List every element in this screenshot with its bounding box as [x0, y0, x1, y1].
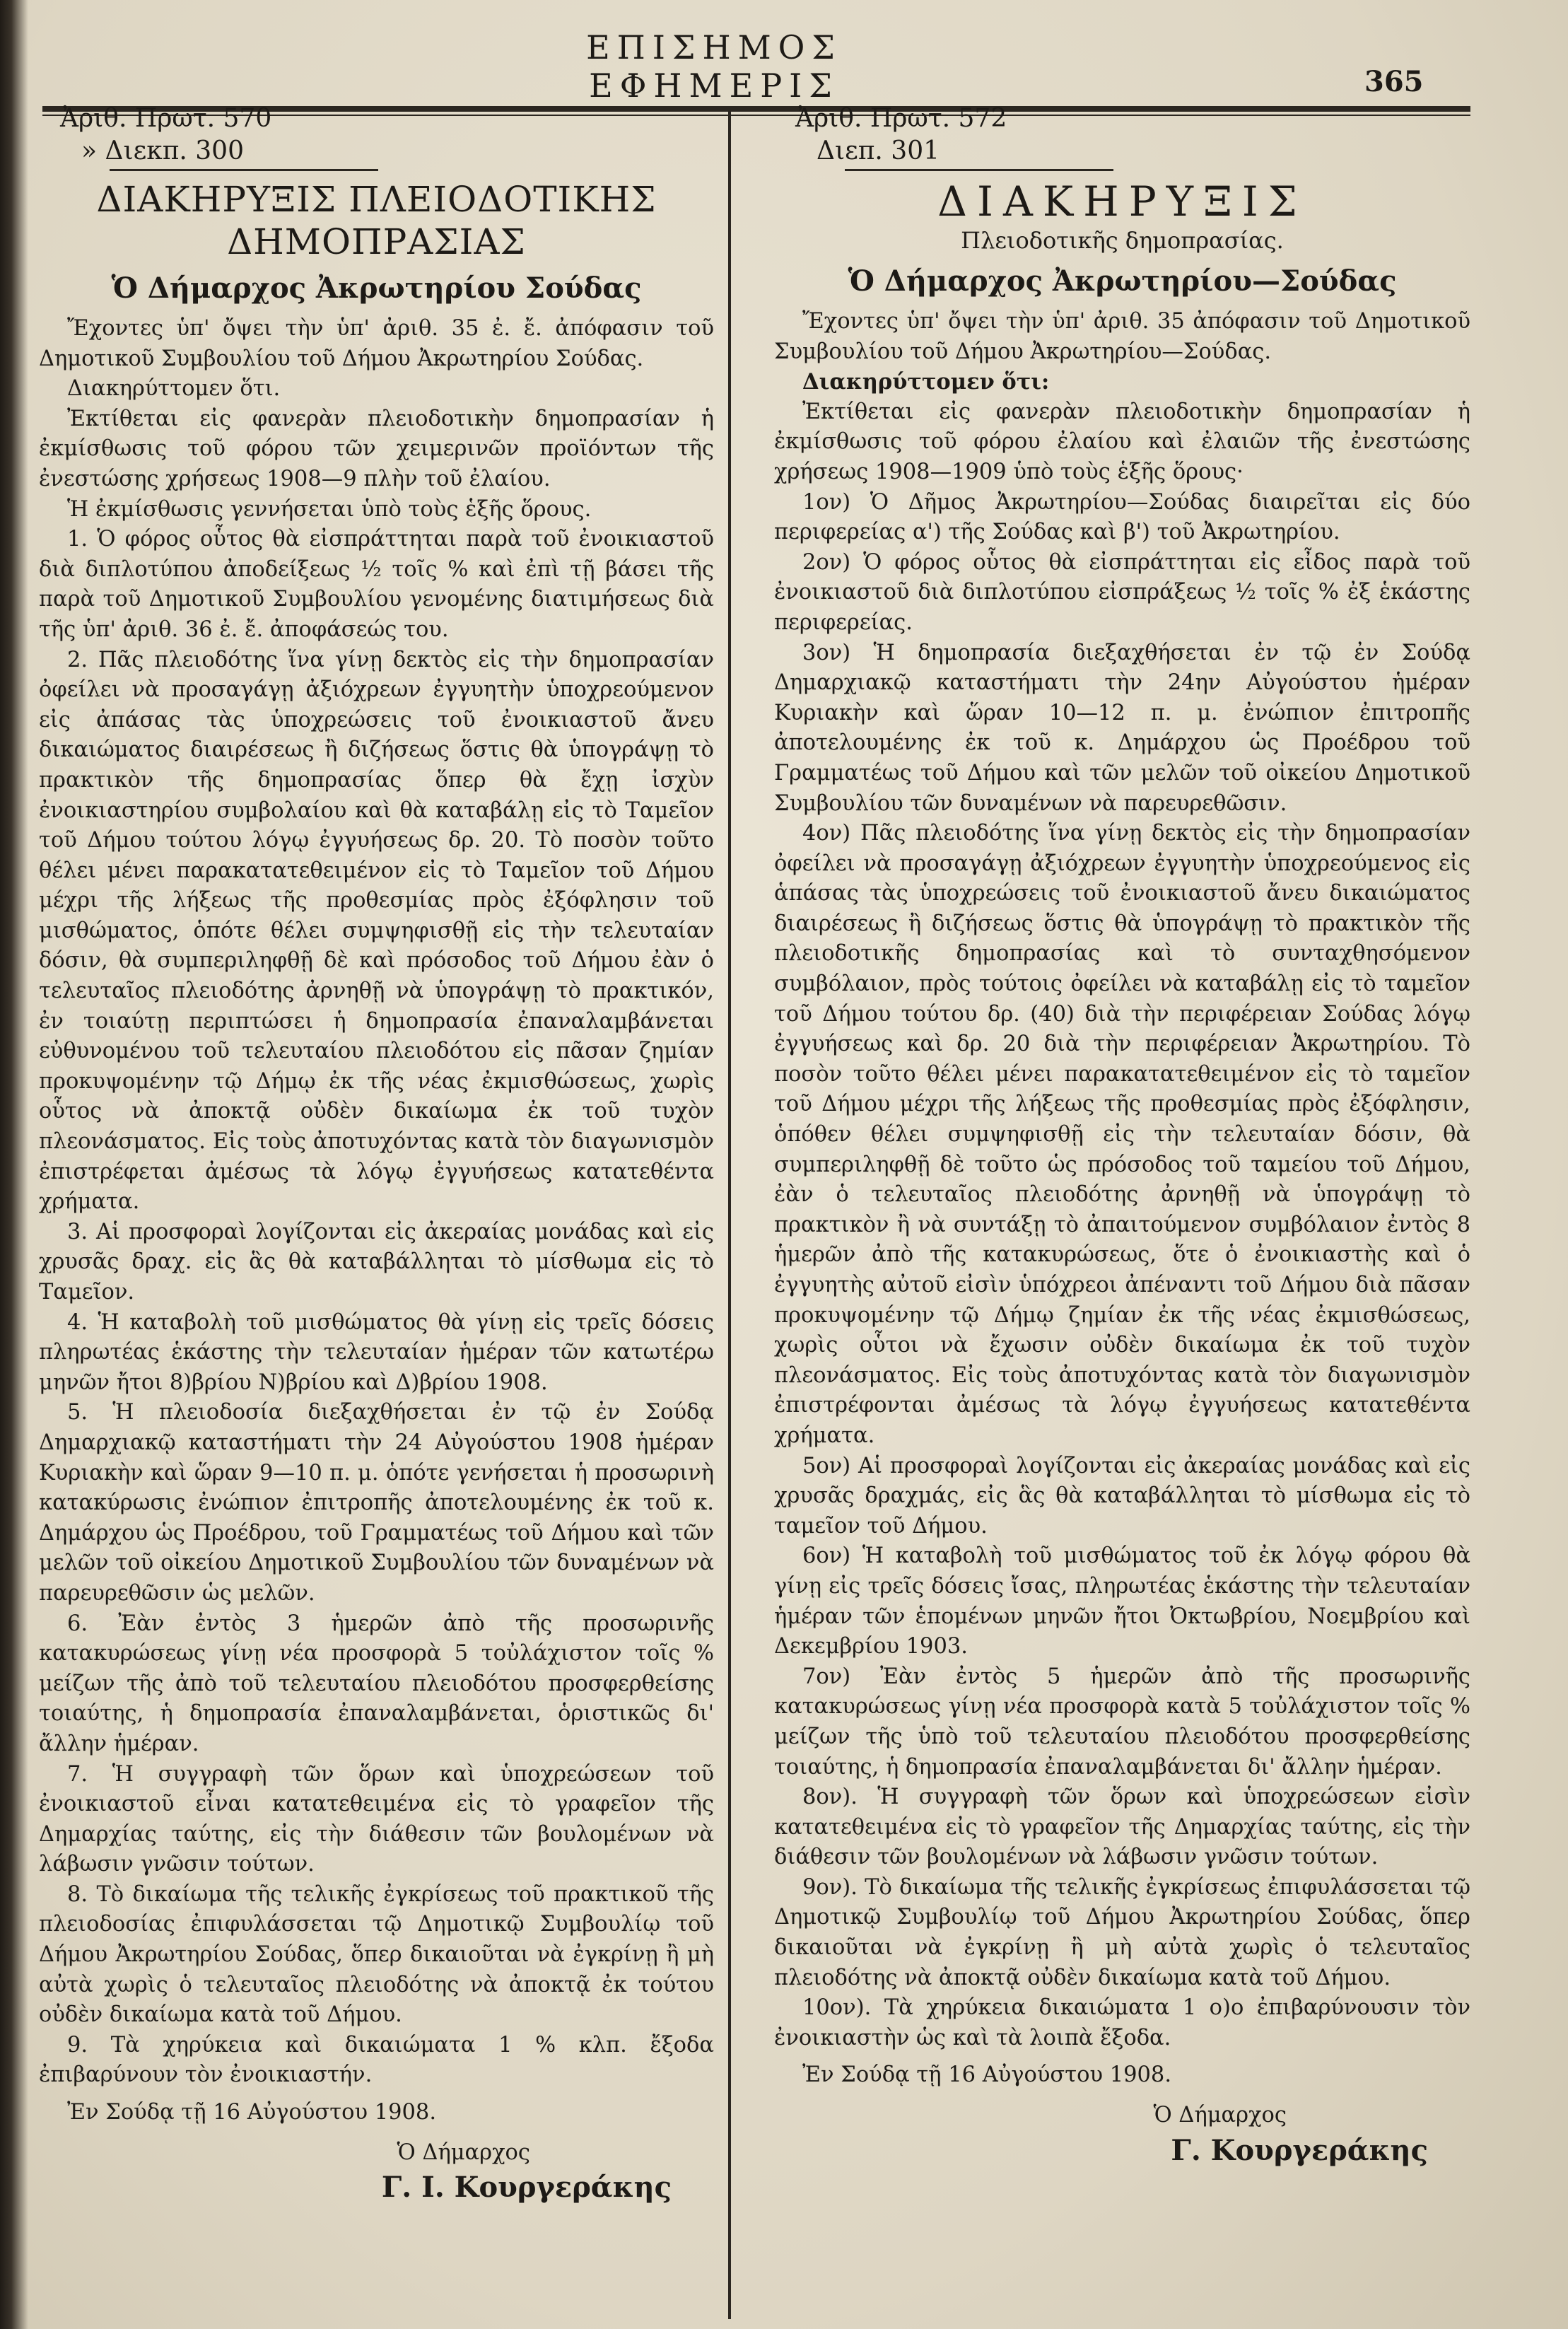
- left-term-1: 1. Ὁ φόρος οὗτος θὰ εἰσπράττηται παρὰ τοῦ ἐνοικιαστοῦ διὰ διπλοτύπου ἀποδείξεως ½ τοῖς % καὶ ἐπὶ τῇ βάσει τῆς παρὰ τοῦ Δημοτικοῦ Συμβουλίου γενομένης διατιμήσεως διὰ τῆς ὑπ' ἀριθ. 36 ἐ. ἔ. ἀποφάσεώς του.: [39, 527, 714, 642]
- left-auction: Ἐκτίθεται εἰς φανερὰν πλειοδοτικὴν δημοπρασίαν ἡ ἐκμίσθωσις τοῦ φόρου τῶν χειμερινῶν προϊόντων τῆς ἐνεστώσης χρήσεως 1908—9 πλὴν τοῦ ἐλαίου.: [39, 406, 714, 491]
- right-term-8: 8ον). Ἡ συγγραφὴ τῶν ὅρων καὶ ὑποχρεώσεων εἰσὶν κατατεθειμένα εἰς τὸ γραφεῖον τῆς Δημαρχίας ταύτης, εἰς τὴν διάθεσιν τῶν βουλομένων νὰ λάβωσιν γνῶσιν τούτων.: [774, 1785, 1470, 1870]
- right-subtitle: Πλειοδοτικῆς δημοπρασίας.: [961, 227, 1284, 254]
- right-signature-title: Ὁ Δήμαρχος: [1153, 2103, 1287, 2128]
- right-ref-dispatch: Διεπ. 301: [817, 136, 940, 165]
- right-date: Ἐν Σούδᾳ τῇ 16 Αὐγούστου 1908.: [802, 2062, 1172, 2088]
- left-title-line2: ΔΗΜΟΠΡΑΣΙΑΣ: [227, 221, 526, 262]
- right-signature-name: Γ. Κουργεράκης: [1171, 2133, 1428, 2167]
- right-auction: Ἐκτίθεται εἰς φανερὰν πλειοδοτικὴν δημοπρασίαν ἡ ἐκμίσθωσις τοῦ φόρου ἐλαίου καὶ ἐλαιῶν τῆς ἐνεστώσης χρήσεως 1908—1909 ὑπὸ τοὺς ἑξῆς ὅρους·: [774, 399, 1470, 484]
- left-term-8: 8. Τὸ δικαίωμα τῆς τελικῆς ἐγκρίσεως τοῦ πρακτικοῦ τῆς πλειοδοσίας ἐπιφυλάσσεται τῷ Δημοτικῷ Συμβουλίῳ τοῦ Δήμου Ἀκρωτηρίου Σούδας, ὅπερ δικαιοῦται νὰ ἐγκρίνῃ ἢ μὴ αὐτὰ χωρὶς ὁ τελευταῖος πλειοδότης νὰ ἀποκτᾷ ἐκ τούτου οὐδὲν δικαίωμα κατὰ τοῦ Δήμου.: [39, 1881, 714, 2028]
- left-term-6: 6. Ἐὰν ἐντὸς 3 ἡμερῶν ἀπὸ τῆς προσωρινῆς κατακυρώσεως γίνῃ νέα προσφορὰ 5 τοὐλάχιστον τοῖς % μείζων τῆς ἀπὸ τοῦ τελευταίου πλειοδότου προσφερθείσης τοιαύτης, ἡ δημοπρασία ἐπαναλαμβάνεται, ὁριστικῶς δι' ἄλλην ἡμέραν.: [39, 1611, 714, 1756]
- right-ref-protocol: Ἀριθ. Πρωτ. 572: [795, 104, 1007, 133]
- newspaper-title: ΕΠΙΣΗΜΟΣ ΕΦΗΜΕΡΙΣ: [586, 28, 842, 105]
- left-signature-title: Ὁ Δήμαρχος: [397, 2140, 530, 2165]
- left-signature-name: Γ. Ι. Κουργεράκης: [381, 2171, 672, 2205]
- left-title-line1: ΔΙΑΚΗΡΥΞΙΣ ΠΛΕΙΟΔΟΤΙΚΗΣ: [96, 179, 657, 220]
- left-terms: Ἡ ἐκμίσθωσις γεννήσεται ὑπὸ τοὺς ἑξῆς ὅρους.: [67, 496, 592, 522]
- left-ref-rule: [110, 169, 378, 171]
- column-divider: [728, 106, 731, 2319]
- left-date: Ἐν Σούδᾳ τῇ 16 Αὐγούστου 1908.: [67, 2100, 437, 2125]
- right-declare: Διακηρύττομεν ὅτι:: [802, 369, 1050, 395]
- right-column: [774, 103, 1470, 2171]
- left-column: [39, 103, 714, 2207]
- right-ref-rule: [845, 169, 1113, 171]
- right-term-4: 4ον) Πᾶς πλειοδότης ἵνα γίνῃ δεκτὸς εἰς τὴν δημοπρασίαν ὀφείλει νὰ προσαγάγῃ ἀξιόχρεων ἐγγυητὴν ὑποχρεούμενος εἰς ἁπάσας τὰς ὑποχρεώσεις τοῦ ἐνοικιαστοῦ ἄνευ δικαιώματος διαιρέσεως ἢ διζήσεως ὅστις θὰ ὑπογράψῃ τὸ πρακτικὸν τῆς πλειοδοτικῆς δημοπρασίας καὶ τὸ συνταχθησόμενον συμβόλαιον, πρὸς τούτοις ὀφείλει νὰ καταβάλῃ εἰς τὸ ταμεῖον τοῦ Δήμου τούτου δρ. (40) διὰ τὴν περιφέρειαν Σούδας λόγῳ ἐγγυήσεως καὶ δρ. 20 διὰ τὴν περιφέρειαν Ἀκρωτηρίου. Τὸ ποσὸν τοῦτο θέλει μένει παρακατατεθειμένον εἰς τὸ ταμεῖον τοῦ Δήμου μέχρι τῆς λήξεως τῆς προθεσμίας πρὸς ἐξόφλησιν, ὁπόθεν θέλει συμψηφισθῇ εἰς τὴν τελευταίαν δόσιν, θὰ συμπεριληφθῇ δὲ τοῦτο ὡς πρόσοδος τοῦ ταμείου τοῦ Δήμου, ἐὰν ὁ τελευταῖος πλειοδότης ἀρνηθῇ νὰ ὑπογράψῃ τὸ πρακτικὸν ἢ νὰ συντάξῃ τὸ ἀπαιτούμενον συμβόλαιον ἐντὸς 8 ἡμερῶν ἀπὸ τῆς κατακυρώσεως, ὅτε ὁ ἐνοικιαστὴς καὶ ὁ ἐγγυητὴς αὐτοῦ εἰσὶν ὑπόχρεοι ἀπέναντι τοῦ Δήμου διὰ πᾶσαν προκυψομένην τῷ Δήμῳ ζημίαν ἐκ τῆς νέας ἐκμισθώσεως, χωρὶς οὗτοι νὰ ἔχωσιν οὐδὲν δικαίωμα ἐκ τοῦ τυχὸν πλεονάσματος. Εἰς τοὺς ἀποτυχόντας κατὰ τὸν διαγωνισμὸν ἐπιστρέφονται ἀμέσως τὰ λόγῳ ἐγγυήσεως κατατεθέντα χρήματα.: [774, 821, 1470, 1448]
- right-term-10: 10ον). Τὰ χηρύκεια δικαιώματα 1 ο)ο ἐπιβαρύνουσιν τὸν ἐνοικιαστὴν ὡς καὶ τὰ λοιπὰ ἔξοδα.: [774, 1995, 1470, 2050]
- binding-shadow: [0, 0, 28, 2329]
- left-term-3: 3. Αἱ προσφοραὶ λογίζονται εἰς ἀκεραίας μονάδας καὶ εἰς χρυσᾶς δραχ. εἰς ἃς θὰ καταβάλληται τὸ μίσθωμα εἰς τὸ Ταμεῖον.: [39, 1219, 714, 1304]
- right-term-3: 3ον) Ἡ δημοπρασία διεξαχθήσεται ἐν τῷ ἐν Σούδᾳ Δημαρχιακῷ καταστήματι τὴν 24ην Αὐγούστου ἡμέραν Κυριακὴν καὶ ὥραν 10—12 π. μ. ἐνώπιον ἐπιτροπῆς ἀποτελουμένης ἐκ τοῦ κ. Δημάρχου ὡς Προέδρου τοῦ Γραμματέως τοῦ Δήμου καὶ τῶν μελῶν τοῦ οἰκείου Δημοτικοῦ Συμβουλίου τῶν δυναμένων νὰ παρευρεθῶσιν.: [774, 640, 1470, 816]
- right-term-9: 9ον). Τὸ δικαίωμα τῆς τελικῆς ἐγκρίσεως ἐπιφυλάσσεται τῷ Δημοτικῷ Συμβουλίῳ τοῦ Δήμου Ἀκρωτηρίου Σούδας, ὅπερ δικαιοῦται νὰ ἐγκρίνῃ ἢ μὴ αὐτὰ χωρὶς ὁ τελευταῖος πλειοδότης νὰ ἀποκτᾷ οὐδὲν δικαίωμα κατὰ τοῦ Δήμου.: [774, 1874, 1470, 1990]
- right-term-1: 1ον) Ὁ Δῆμος Ἀκρωτηρίου—Σούδας διαιρεῖται εἰς δύο περιφερείας α') τῆς Σούδας καὶ β') τοῦ Ἀκρωτηρίου.: [774, 489, 1470, 545]
- left-term-5: 5. Ἡ πλειοδοσία διεξαχθήσεται ἐν τῷ ἐν Σούδᾳ Δημαρχιακῷ καταστήματι τὴν 24 Αὐγούστου 1908 ἡμέραν Κυριακὴν καὶ ὥραν 9—10 π. μ. ὁπότε γενήσεται ἡ προσωρινὴ κατακύρωσις ἐνώπιον ἐπιτροπῆς ἀποτελουμένης ἐκ τοῦ κ. Δημάρχου ὡς Προέδρου, τοῦ Γραμματέως τοῦ Δήμου καὶ τῶν μελῶν τοῦ οἰκείου Δημοτικοῦ Συμβουλίου τῶν δυναμένων νὰ παρευρεθῶσιν ὡς μελῶν.: [39, 1400, 714, 1606]
- right-term-2: 2ον) Ὁ φόρος οὗτος θὰ εἰσπράττηται εἰς εἶδος παρὰ τοῦ ἐνοικιαστοῦ διὰ διπλοτύπου εἰσπράξεως ½ τοῖς % ἐξ ἑκάστης περιφερείας.: [774, 549, 1470, 635]
- left-term-2: 2. Πᾶς πλειοδότης ἵνα γίνῃ δεκτὸς εἰς τὴν δημοπρασίαν ὀφείλει νὰ προσαγάγῃ ἀξιόχρεων ἐγγυητὴν ὑποχρεούμενον εἰς ἀπάσας τὰς ὑποχρεώσεις τοῦ ἐνοικιαστοῦ ἄνευ δικαιώματος διαιρέσεως ἢ διζήσεως ὅστις θὰ ὑπογράψῃ τὸ πρακτικὸν τῆς δημοπρασίας ὅπερ θὰ ἔχῃ ἰσχὺν ἐνοικιαστηρίου συμβολαίου καὶ θὰ καταβάλῃ εἰς τὸ Ταμεῖον τοῦ Δήμου τούτου λόγῳ ἐγγυήσεως δρ. 20. Τὸ ποσὸν τοῦτο θέλει μένει παρακατατεθειμένον εἰς τὸ Ταμεῖον τοῦ Δήμου μέχρι τῆς λήξεως τῆς προθεσμίας πρὸς ἐξόφλησιν τοῦ μισθώματος, ὁπότε θέλει συμψηφισθῇ εἰς τὴν τελευταίαν δόσιν, θὰ συμπεριληφθῇ δὲ καὶ πρόσοδος τοῦ Δήμου ἐὰν ὁ τελευταῖος πλειοδότης ἀρνηθῇ νὰ ὑπογράψῃ τὸ πρακτικόν, ἐν τοιαύτῃ περιπτώσει ἡ δημοπρασία ἐπαναλαμβάνεται εὐθυνομένου τοῦ τελευταίου πλειοδότου εἰς πᾶσαν ζημίαν προκυψομένην τῷ Δήμῳ ἐκ τῆς νέας ἐκμισθώσεως, χωρὶς οὗτος νὰ ἀποκτᾷ οὐδὲν δικαίωμα ἐκ τοῦ τυχὸν πλεονάσματος. Εἰς τοὺς ἀποτυχόντας κατὰ τὸν διαγωνισμὸν ἐπιστρέφεται ἀμέσως τὰ λόγῳ ἐγγυήσεως κατατεθέντα χρήματα.: [39, 647, 714, 1215]
- right-mayor-heading: Ὁ Δήμαρχος Ἀκρωτηρίου—Σούδας: [848, 264, 1397, 298]
- right-term-6: 6ον) Ἡ καταβολὴ τοῦ μισθώματος τοῦ ἐκ λόγῳ φόρου θὰ γίνῃ εἰς τρεῖς δόσεις ἴσας, πληρωτέας ἑκάστης τὴν τελευταίαν ἡμέραν τῶν ἑπομένων μηνῶν ἤτοι Ὀκτωβρίου, Νοεμβρίου καὶ Δεκεμβρίου 1903.: [774, 1543, 1470, 1659]
- right-term-7: 7ον) Ἐὰν ἐντὸς 5 ἡμερῶν ἀπὸ τῆς προσωρινῆς κατακυρώσεως γίνῃ νέα προσφορὰ κατὰ 5 τοὐλάχιστον τοῖς % μείζων τῆς ὑπὸ τοῦ τελευταίου πλειοδότου προσφερθείσης τοιαύτης, ἡ δημοπρασία ἐπαναλαμβάνεται δι' ἄλλην ἡμέραν.: [774, 1664, 1470, 1780]
- left-ref-dispatch: » Διεκπ. 300: [81, 136, 244, 165]
- left-intro: Ἔχοντες ὑπ' ὄψει τὴν ὑπ' ἀριθ. 35 ἐ. ἔ. ἀπόφασιν τοῦ Δημοτικοῦ Συμβουλίου τοῦ Δήμου Ἀκρωτηρίου Σούδας.: [39, 316, 714, 371]
- page-number: 365: [1364, 65, 1424, 98]
- right-title: ΔΙΑΚΗΡΥΞΙΣ: [937, 177, 1307, 226]
- left-term-9: 9. Τὰ χηρύκεια καὶ δικαιώματα 1 % κλπ. ἔξοδα ἐπιβαρύνουν τὸν ἐνοικιαστήν.: [39, 2032, 714, 2088]
- left-term-4: 4. Ἡ καταβολὴ τοῦ μισθώματος θὰ γίνῃ εἰς τρεῖς δόσεις πληρωτέας ἑκάστης τὴν τελευταίαν ἡμέραν τῶν κατωτέρω μηνῶν ἤτοι 8)βρίου Ν)βρίου καὶ Δ)βρίου 1908.: [39, 1309, 714, 1395]
- left-declare: Διακηρύττομεν ὅτι.: [67, 376, 281, 402]
- right-term-5: 5ον) Αἱ προσφοραὶ λογίζονται εἰς ἀκεραίας μονάδας καὶ εἰς χρυσᾶς δραχμάς, εἰς ἃς θὰ καταβάλληται τὸ μίσθωμα εἰς τὸ ταμεῖον τοῦ Δήμου.: [774, 1453, 1470, 1539]
- left-mayor-heading: Ὁ Δήμαρχος Ἀκρωτηρίου Σούδας: [111, 272, 642, 305]
- left-term-7: 7. Ἡ συγγραφὴ τῶν ὅρων καὶ ὑποχρεώσεων τοῦ ἐνοικιαστοῦ εἶναι κατατεθειμένα εἰς τὸ γραφεῖον τῆς Δημαρχίας ταύτης, εἰς τὴν διάθεσιν τῶν βουλομένων νὰ λάβωσιν γνῶσιν τούτων.: [39, 1761, 714, 1877]
- right-intro: Ἔχοντες ὑπ' ὄψει τὴν ὑπ' ἀριθ. 35 ἀπόφασιν τοῦ Δημοτικοῦ Συμβουλίου τοῦ Δήμου Ἀκρωτηρίου—Σούδας.: [774, 309, 1470, 364]
- left-ref-protocol: Ἀριθ. Πρωτ. 570: [60, 104, 272, 133]
